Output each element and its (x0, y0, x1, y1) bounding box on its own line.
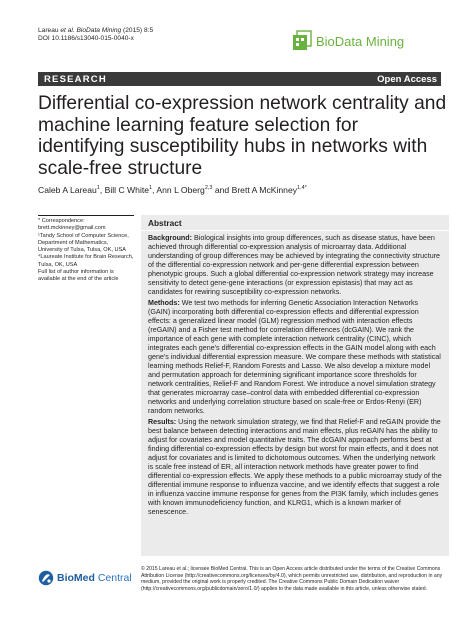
background-text: Biological insights into group differences, such as disease status, have been achieved through differential co-expression analysis of microarray data. Additional understanding of group differences may be achieved by integrating the connectivity structure of the differential co-expression network and per-gene differential expression between phenotypic groups. Such a global differential co-expression network strategy may increase sensitivity to detect gene-gene interactions (or expression epistasis) that may act as candidates for rewiring susceptibility co-expression networks. (148, 234, 441, 296)
citation-authors: Lareau (38, 27, 61, 34)
author-name: Caleb A Lareau (38, 185, 97, 195)
author-name: , Ann L Oberg (152, 185, 205, 195)
sidebar-rule (38, 215, 134, 216)
correspondence-sidebar (38, 215, 134, 284)
abstract-methods (148, 299, 442, 416)
methods-label: Methods: (148, 299, 180, 307)
abstract-box (141, 215, 449, 556)
citation-line (38, 27, 153, 35)
doi-line: DOI 10.1186/s13040-015-0040-x (38, 35, 134, 43)
author-affil-sup: 1 (96, 185, 100, 192)
bmc-bold: BioMed (57, 572, 95, 584)
journal-logo (292, 30, 404, 52)
license-statement: © 2015 Lareau et al.; licensee BioMed Central. This is an Open Access article distributed under the terms of the Creative Commons Attribution License (http://creativecommons.org/licenses/by/4.0), which permits unrestricted use, distribution, and reproduction in any medium, provided the original work is properly credited. The Creative Commons Public Domain Dedication waiver (http://creativecommons.org/publicdomain/zero/1.0/) applies to the data made available in this article, unless otherwise stated. (141, 566, 443, 592)
methods-text: We test two methods for inferring Genetic Association Interaction Networks (GAIN) incorporating both differential co-expression effects and differential expression effects: a generalized linear model (GLM) regression method with interaction effects (reGAIN) and a Fisher test method for correlation differences (dcGAIN). We rank the importance of each gene with complete interaction network centrality (CINC), which integrates each gene's differential co-expression effects in the GAIN model along with each gene's individual differential expression measure. We compare these methods with statistical learning methods Relief-F, Random Forests and Lasso. We also develop a mixture model and permutation approach for determining significant importance score thresholds for network centralities, Relief-F and Random Forest. We introduce a novel simulation strategy that generates microarray case–control data with embedded differential co-expression networks and underlying correlation structure based on scale-free or Erdos-Renyi (ER) random networks. (148, 299, 441, 415)
article-type-banner (38, 72, 441, 86)
abstract-background (148, 234, 442, 297)
citation-journal: et al. BioData Mining (60, 27, 122, 34)
affiliation-1: ¹Tandy School of Computer Science, Department of Mathematics, University of Tulsa, Tulsa, OK, USA (38, 232, 129, 254)
biomed-central-icon (38, 570, 54, 586)
biomed-central-name (57, 572, 132, 584)
biomed-central-logo (38, 570, 132, 586)
author-affil-sup: 2,3 (204, 185, 213, 192)
abstract-heading: Abstract (141, 215, 449, 231)
affiliation-4: ⁴Laureate Institute for Brain Research, Tulsa, OK, USA (38, 254, 134, 268)
author-name: , Bill C White (99, 185, 150, 195)
bmc-rest: Central (94, 572, 132, 584)
results-label: Results: (148, 418, 177, 426)
article-title: Differential co-expression network centrality and machine learning feature selection for identifying susceptibility hubs in networks with scale-free structure (38, 93, 447, 179)
author-name: and Brett A McKinney (212, 185, 298, 195)
abstract-body (141, 231, 449, 517)
article-type: RESEARCH (44, 73, 107, 85)
author-affil-sup: 1 (149, 185, 153, 192)
journal-name: BioData Mining (316, 33, 405, 49)
author-affil-sup: 1,4* (297, 185, 307, 192)
citation-header (38, 27, 153, 44)
open-access-label: Open Access (377, 73, 437, 85)
abstract-results (148, 418, 442, 517)
author-info-note: Full list of author information is available at the end of the article (38, 269, 119, 283)
correspondence-email[interactable]: brett.mckinney@gmail.com (38, 225, 106, 232)
author-list (38, 185, 307, 195)
results-text: Using the network simulation strategy, we find that Relief-F and reGAIN provide the best balance between detecting interactions and main effects, plus reGAIN has the ability to adjust for covariates and model quantitative traits. The dcGAIN approach performs best at finding differential co-expression effects by design but worst for main effects, and it does not adjust for covariates and is limited to dichotomous outcomes. When the underlying network is scale free instead of ER, all interaction network methods have greater power to find differential co-expression effects. We apply these methods to a public microarray study of the differential immune response to influenza vaccine, and we identify effects that suggest a role in influenza vaccine immune response for genes from the PI3K family, which includes genes with known immunodeficiency function, and KLRG1, which is a known marker of senescence. (148, 418, 442, 516)
background-label: Background: (148, 234, 193, 242)
citation-year: (2015) 8:5 (121, 27, 154, 34)
journal-logo-icon (292, 30, 312, 52)
correspondence-label: * Correspondence: (38, 218, 85, 224)
